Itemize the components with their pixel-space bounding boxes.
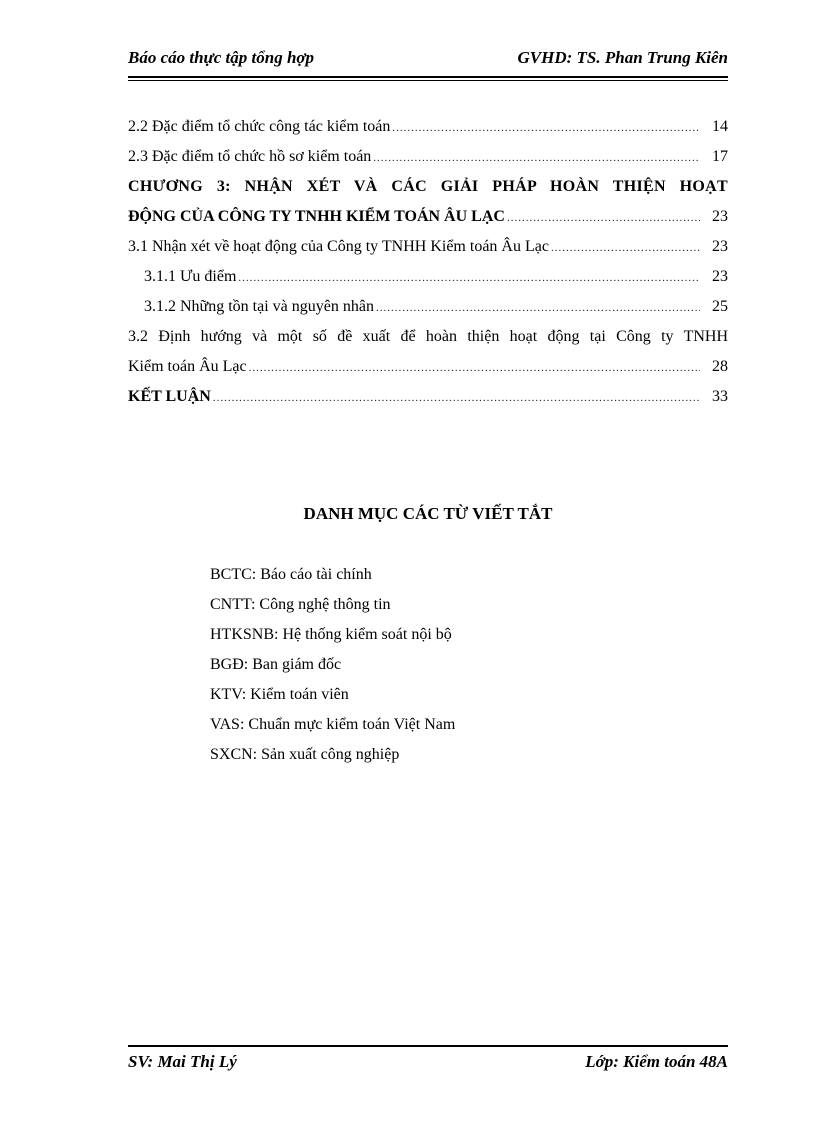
toc-entry-text: 2.2 Đặc điểm tổ chức công tác kiểm toán bbox=[128, 118, 391, 135]
toc-leader-dots bbox=[249, 353, 700, 383]
toc-entry-3-2-line-2[interactable] bbox=[128, 352, 728, 382]
toc-entry-3-1-2[interactable] bbox=[128, 292, 728, 322]
header-divider-thin bbox=[128, 80, 728, 81]
toc-entry-text: 2.3 Đặc điểm tổ chức hồ sơ kiểm toán bbox=[128, 148, 372, 165]
footer-student-name: SV: Mai Thị Lý bbox=[128, 1052, 237, 1071]
abbreviation-item: SXCN: Sản xuất công nghiệp bbox=[210, 746, 400, 763]
toc-entry-text: 3.2 Định hướng và một số đề xuất để hoàn thiện hoạt động tại Công ty TNHH bbox=[128, 328, 728, 345]
toc-page-number: 23 bbox=[712, 208, 728, 225]
toc-leader-dots bbox=[507, 203, 700, 233]
abbreviation-item: VAS: Chuẩn mực kiểm toán Việt Nam bbox=[210, 716, 456, 733]
toc-chapter-3-line-2[interactable] bbox=[128, 202, 728, 232]
toc-entry-conclusion[interactable] bbox=[128, 382, 728, 412]
abbreviation-item: CNTT: Công nghệ thông tin bbox=[210, 596, 391, 613]
toc-page-number: 23 bbox=[712, 238, 728, 255]
toc-entry-text: ĐỘNG CỦA CÔNG TY TNHH KIỂM TOÁN ÂU LẠC bbox=[128, 208, 505, 225]
abbreviations-list bbox=[210, 562, 455, 772]
page-footer bbox=[128, 1050, 728, 1072]
toc-entry-3-1-1[interactable] bbox=[128, 262, 728, 292]
abbreviations-title: DANH MỤC CÁC TỪ VIẾT TẮT bbox=[303, 504, 553, 523]
toc-page-number: 33 bbox=[712, 388, 728, 405]
abbreviation-item: HTKSNB: Hệ thống kiểm soát nội bộ bbox=[210, 626, 452, 643]
toc-page-number: 14 bbox=[712, 118, 728, 135]
toc-entry-2-3[interactable] bbox=[128, 142, 728, 172]
toc-leader-dots bbox=[551, 233, 700, 263]
toc-entry-text: 3.1.1 Ưu điểm bbox=[144, 268, 237, 285]
toc-page-number: 17 bbox=[712, 148, 728, 165]
toc-page-number: 25 bbox=[712, 298, 728, 315]
toc-entry-text: CHƯƠNG 3: NHẬN XÉT VÀ CÁC GIẢI PHÁP HOÀN THIỆN HOẠT bbox=[128, 178, 728, 195]
toc-chapter-3-line-1[interactable] bbox=[128, 172, 728, 202]
toc-entry-text: 3.1 Nhận xét về hoạt động của Công ty TNHH Kiểm toán Âu Lạc bbox=[128, 238, 549, 255]
toc-entry-text: Kiểm toán Âu Lạc bbox=[128, 358, 247, 375]
toc-entry-2-2[interactable] bbox=[128, 112, 728, 142]
page-header bbox=[128, 46, 728, 68]
toc-entry-3-2-line-1[interactable] bbox=[128, 322, 728, 352]
toc-leader-dots bbox=[373, 143, 700, 173]
header-divider bbox=[128, 76, 728, 78]
toc-leader-dots bbox=[213, 383, 700, 413]
toc-page-number: 23 bbox=[712, 268, 728, 285]
header-supervisor: GVHD: TS. Phan Trung Kiên bbox=[517, 48, 728, 67]
abbreviation-item: BGĐ: Ban giám đốc bbox=[210, 656, 342, 673]
footer-class-name: Lớp: Kiểm toán 48A bbox=[585, 1052, 728, 1071]
toc-leader-dots bbox=[376, 293, 700, 323]
toc-entry-text: KẾT LUẬN bbox=[128, 388, 211, 405]
toc-leader-dots bbox=[392, 113, 700, 143]
table-of-contents bbox=[128, 112, 728, 412]
toc-leader-dots bbox=[238, 263, 700, 293]
toc-entry-text: 3.1.2 Những tồn tại và nguyên nhân bbox=[144, 298, 374, 315]
header-report-title: Báo cáo thực tập tổng hợp bbox=[128, 48, 315, 67]
toc-page-number: 28 bbox=[712, 358, 728, 375]
toc-entry-3-1[interactable] bbox=[128, 232, 728, 262]
abbreviation-item: KTV: Kiểm toán viên bbox=[210, 686, 349, 703]
abbreviation-item: BCTC: Báo cáo tài chính bbox=[210, 566, 372, 583]
footer-divider bbox=[128, 1045, 728, 1047]
